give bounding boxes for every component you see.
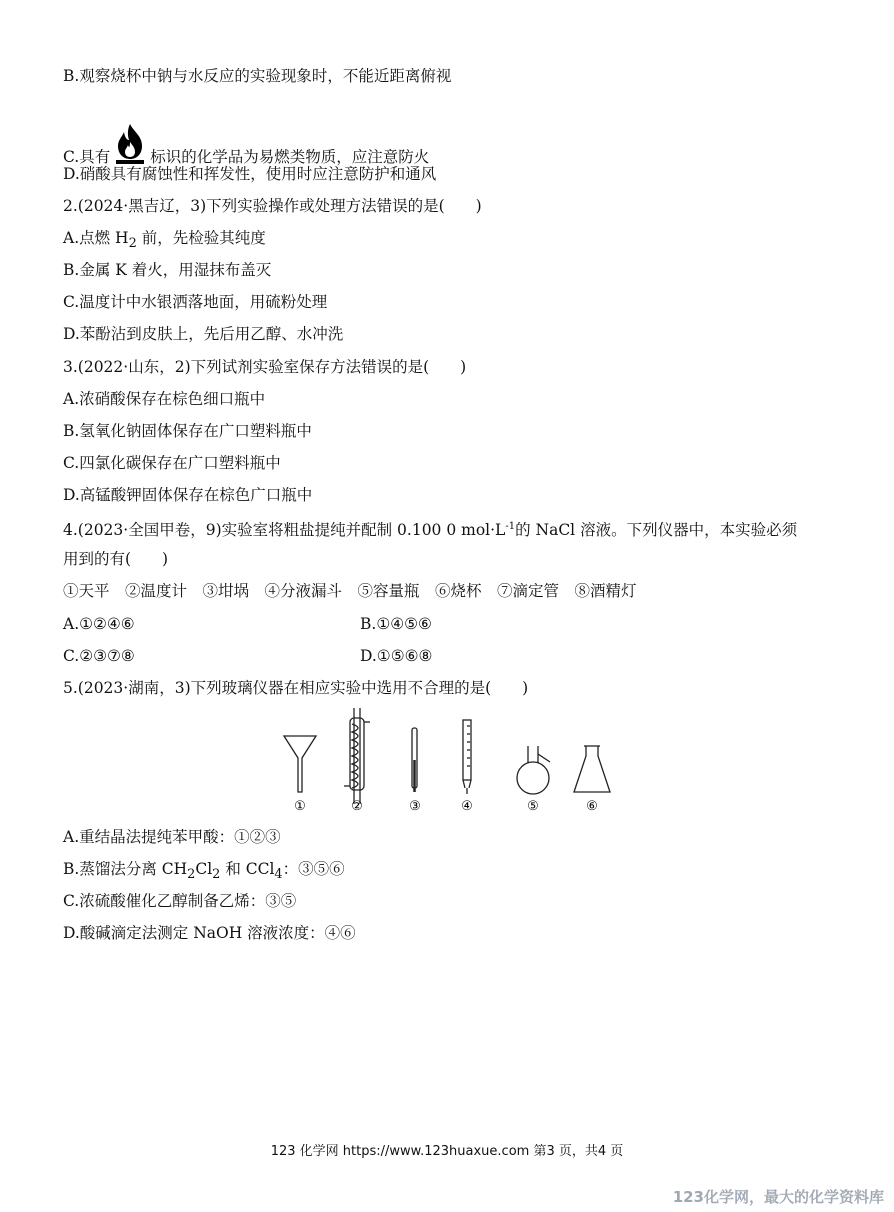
option-line: A.浓硝酸保存在棕色细口瓶中	[63, 390, 266, 408]
option-line: C.②③⑦⑧	[63, 647, 135, 665]
glass-instruments-figure	[280, 700, 620, 820]
question-stem: 2.(2024·黑吉辽，3)下列实验操作或处理方法错误的是( )	[63, 197, 482, 215]
option-line: D.高锰酸钾固体保存在棕色广口瓶中	[63, 486, 313, 504]
option-line: C.温度计中水银洒落地面，用硫粉处理	[63, 293, 328, 311]
instrument-label: ②	[351, 799, 363, 814]
site-watermark: 123化学网，最大的化学资料库	[672, 1188, 884, 1206]
question-stem: 4.(2023·全国甲卷，9)实验室将粗盐提纯并配制 0.100 0 $mol\cdot L^{-1}$的 NaCl 溶液。下列仪器中，本实验必须	[63, 521, 798, 540]
instrument-label: ④	[461, 799, 473, 814]
funnel-icon	[284, 736, 316, 792]
question-stem: 5.(2023·湖南，3)下列玻璃仪器在相应实验中选用不合理的是( )	[63, 679, 529, 697]
burette-icon	[463, 720, 471, 794]
question-stem: 3.(2022·山东，2)下列试剂实验室保存方法错误的是( )	[63, 358, 467, 376]
instrument-label: ③	[409, 799, 421, 814]
option-line: C.具有 标识的化学品为易燃类物质，应注意防火	[63, 122, 429, 167]
option-line: B.氢氧化钠固体保存在广口塑料瓶中	[63, 422, 312, 440]
option-line: C.浓硫酸催化乙醇制备乙烯：③⑤	[63, 892, 297, 910]
option-line: D.酸碱滴定法测定 NaOH 溶液浓度：④⑥	[63, 924, 356, 942]
instrument-label: ①	[294, 799, 306, 814]
instrument-label: ⑤	[527, 799, 539, 814]
conical-flask-icon	[574, 746, 610, 792]
option-line: D.硝酸具有腐蚀性和挥发性，使用时应注意防护和通风	[63, 165, 437, 183]
option-line: B.观察烧杯中钠与水反应的实验现象时，不能近距离俯视	[63, 67, 452, 85]
option-line: C.四氯化碳保存在广口塑料瓶中	[63, 454, 281, 472]
option-line: B.金属 K 着火，用湿抹布盖灭	[63, 261, 272, 279]
option-line: A.点燃 $H_2$ 前，先检验其纯度	[63, 229, 266, 252]
instrument-list: ①天平 ②温度计 ③坩埚 ④分液漏斗 ⑤容量瓶 ⑥烧杯 ⑦滴定管 ⑧酒精灯	[63, 582, 637, 600]
thermometer-icon	[412, 728, 417, 792]
option-line: A.重结晶法提纯苯甲酸：①②③	[63, 828, 281, 846]
question-stem-continued: 用到的有( )	[63, 550, 169, 568]
option-line: D.①⑤⑥⑧	[360, 647, 433, 665]
instrument-label: ⑥	[586, 799, 598, 814]
page-footer: 123 化学网 https://www.123huaxue.com 第3 页，共4 页	[270, 1144, 624, 1159]
condenser-icon	[344, 708, 370, 804]
distillation-flask-icon	[517, 746, 550, 794]
option-line: A.①②④⑥	[63, 615, 135, 633]
option-line: B.①④⑤⑥	[360, 615, 432, 633]
option-line: D.苯酚沾到皮肤上，先后用乙醇、水冲洗	[63, 325, 344, 343]
option-line: B.蒸馏法分离 $CH_2Cl_2$ 和 CCl$_4$：③⑤⑥	[63, 860, 345, 883]
flammable-flame-icon	[112, 122, 148, 166]
